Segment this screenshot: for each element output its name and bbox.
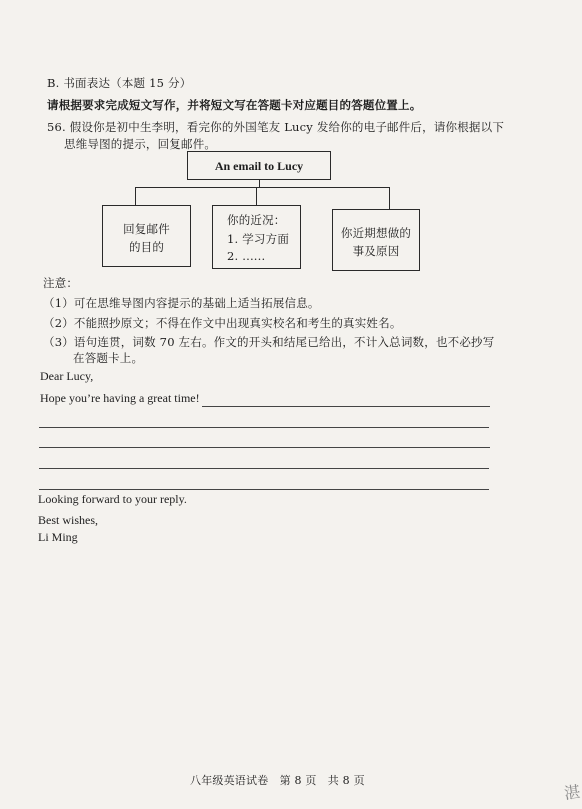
mindmap-right-line1: 你近期想做的	[340, 226, 412, 240]
mindmap-left-box	[102, 205, 191, 267]
mindmap-root-box	[187, 151, 331, 180]
corner-mark: 湛	[562, 781, 582, 804]
writing-line	[39, 427, 489, 428]
letter-greeting: Dear Lucy,	[40, 369, 94, 383]
writing-line	[39, 489, 489, 490]
letter-name: Li Ming	[38, 530, 78, 544]
letter-signoff: Best wishes,	[38, 513, 98, 527]
mindmap-left-line2: 的目的	[128, 240, 165, 254]
mindmap-root-label: An email to Lucy	[214, 159, 304, 173]
mindmap-right-line2: 事及原因	[352, 244, 400, 258]
question-line-1: 56. 假设你是初中生李明，看完你的外国笔友 Lucy 发给你的电子邮件后，请你根据以下	[47, 120, 505, 134]
note-item-3: （3）语句连贯，词数 70 左右。作文的开头和结尾已给出，不计入总词数，也不必抄写	[43, 335, 495, 349]
writing-line	[202, 406, 490, 407]
question-line-2: 思维导图的提示，回复邮件。	[64, 137, 217, 151]
mindmap-left-line1: 回复邮件	[123, 222, 170, 236]
letter-opening: Hope you’re having a great time!	[40, 391, 200, 405]
writing-line	[39, 468, 489, 469]
page-footer: 八年级英语试卷 第 8 页 共 8 页	[190, 774, 365, 787]
letter-closing: Looking forward to your reply.	[38, 492, 187, 506]
connector-left-down	[135, 187, 136, 205]
mindmap-right-box	[332, 209, 420, 271]
writing-line	[39, 447, 490, 448]
mindmap-middle-box	[212, 205, 301, 269]
mindmap-middle-line1: 你的近况：	[227, 213, 286, 227]
section-instruction: 请根据要求完成短文写作，并将短文写在答题卡对应题目的答题位置上。	[47, 98, 422, 112]
note-item-2: （2）不能照抄原文；不得在作文中出现真实校名和考生的真实姓名。	[43, 316, 402, 330]
mindmap-middle-line2: 1. 学习方面	[227, 232, 290, 246]
connector-right-down	[389, 187, 390, 209]
connector-horizontal	[135, 187, 390, 188]
mindmap-middle-line3: 2. ......	[227, 249, 266, 263]
connector-middle-down	[256, 187, 257, 205]
note-item-3-cont: 在答题卡上。	[73, 351, 144, 365]
note-item-1: （1）可在思维导图内容提示的基础上适当拓展信息。	[43, 296, 320, 310]
notes-title: 注意：	[43, 276, 79, 290]
section-heading: B. 书面表达（本题 15 分）	[47, 76, 192, 90]
